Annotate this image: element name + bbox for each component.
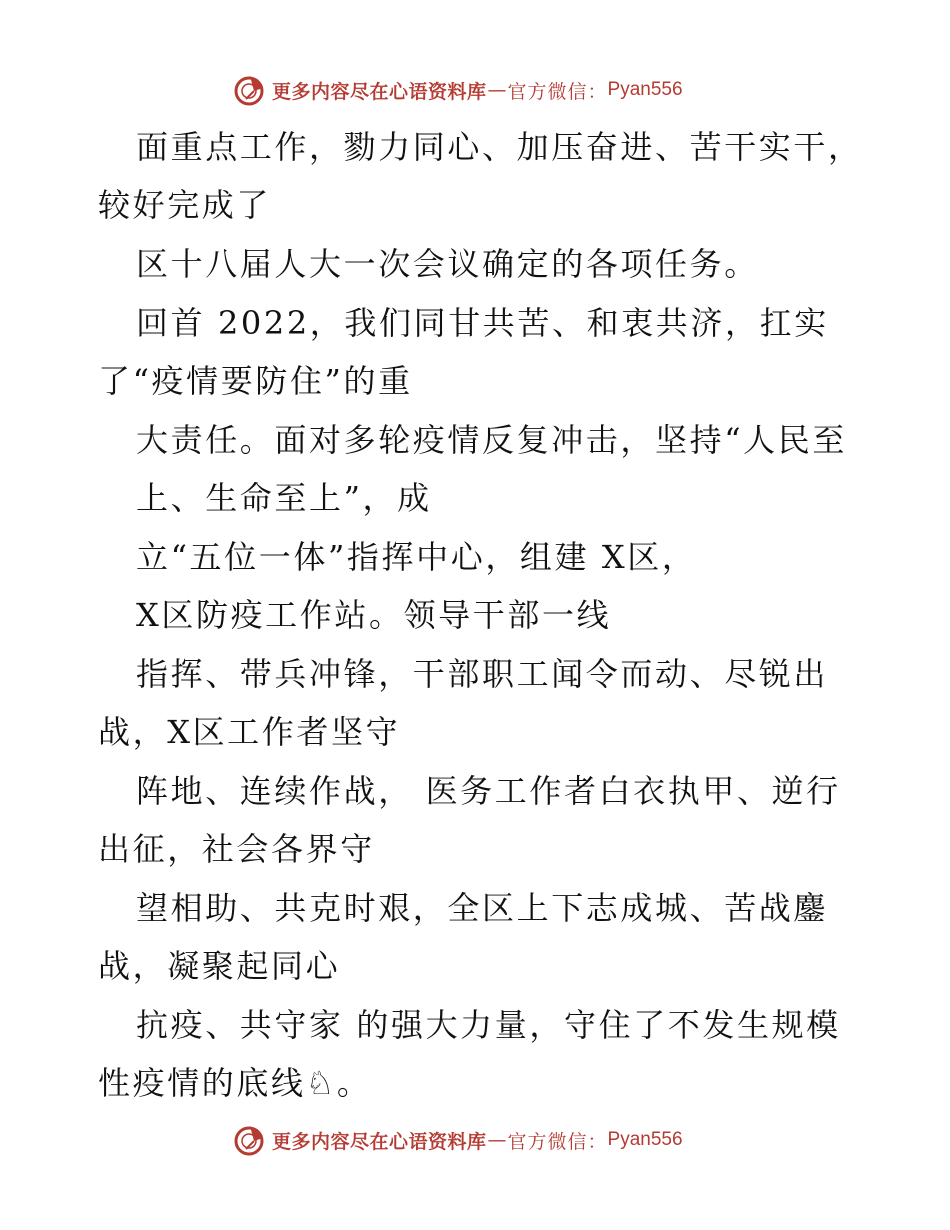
banner-dash: — bbox=[487, 79, 507, 101]
body-line: 上、生命至上”，成 bbox=[136, 479, 432, 517]
pen-nib-circle-logo-icon bbox=[232, 1123, 266, 1157]
body-line: 回首 2022，我们同甘共苦、和衷共济，扛实 bbox=[136, 304, 829, 342]
body-line: 战，X区工作者坚守 bbox=[98, 713, 401, 751]
banner-dash: — bbox=[487, 1129, 507, 1151]
body-line: 望相助、共克时艰，全区上下志成城、苦战鏖 bbox=[136, 889, 829, 927]
header-banner bbox=[232, 70, 683, 110]
body-line: 立“五位一体”指挥中心，组建 X区， bbox=[136, 538, 697, 576]
body-line: 较好完成了 bbox=[98, 186, 272, 224]
body-line: 抗疫、共守家 的强大力量，守住了不发生规模 bbox=[136, 1006, 841, 1044]
pen-nib-circle-logo-icon bbox=[232, 73, 266, 107]
footer-banner bbox=[232, 1120, 683, 1160]
body-line: 战，凝聚起同心 bbox=[98, 947, 341, 985]
banner-wechat-label: 官方微信： bbox=[507, 80, 608, 103]
banner-wechat-id: Pyan556 bbox=[607, 79, 683, 100]
banner-brand: 更多内容尽在心语资料库 bbox=[272, 80, 487, 103]
body-line: 指挥、带兵冲锋，干部职工闻令而动、尽锐出 bbox=[136, 655, 829, 693]
body-line: 面重点工作，勠力同心、加压奋进、苦干实干， bbox=[136, 128, 863, 166]
body-line: 性疫情的底线♘。 bbox=[98, 1064, 372, 1102]
body-line: 阵地、连续作战， 医务工作者白衣执甲、逆行 bbox=[136, 772, 841, 810]
body-line: 大责任。面对多轮疫情反复冲击，坚持“人民至 bbox=[136, 421, 847, 459]
banner-wechat-id: Pyan556 bbox=[607, 1129, 683, 1150]
body-line: 区十八届人大一次会议确定的各项任务。 bbox=[136, 245, 759, 283]
banner-wechat-label: 官方微信： bbox=[507, 1130, 608, 1153]
body-line: 了“疫情要防住”的重 bbox=[98, 362, 413, 400]
body-line: X区防疫工作站。领导干部一线 bbox=[136, 596, 612, 634]
banner-brand: 更多内容尽在心语资料库 bbox=[272, 1130, 487, 1153]
body-line: 出征，社会各界守 bbox=[98, 830, 375, 868]
